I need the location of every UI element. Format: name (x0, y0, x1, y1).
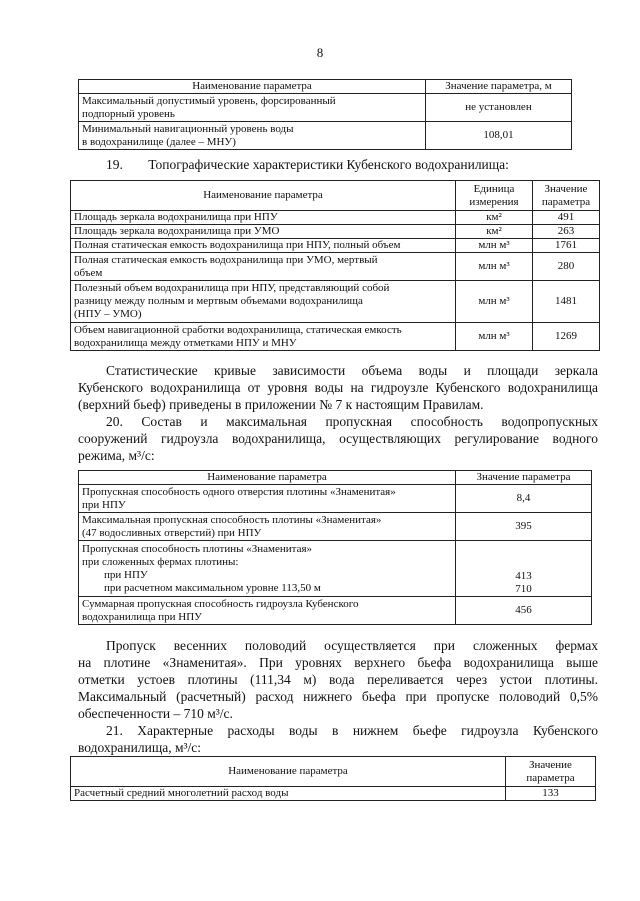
table-row (79, 485, 592, 513)
table-header-value: Значение параметра (506, 757, 596, 787)
table-row (79, 597, 592, 625)
table-row (79, 122, 572, 150)
param-unit: млн м³ (456, 281, 533, 323)
table-header-name: Наименование параметра (71, 757, 506, 787)
table-header-unit: Единица измерения (456, 181, 533, 211)
table-row (71, 211, 600, 225)
param-value: 263 (533, 225, 600, 239)
param-name: Максимальный допустимый уровень, форсированный подпорный уровень (79, 94, 426, 122)
param-value: 1481 (533, 281, 600, 323)
param-unit: км² (456, 211, 533, 225)
table-header-name: Наименование параметра (71, 181, 456, 211)
section-21-text: 21. Характерные расходы воды в нижнем бьефе гидроузла Кубенского водохранилища, м³/с: (78, 723, 598, 755)
param-value: не установлен (426, 94, 572, 122)
table-row (79, 541, 592, 597)
table-header-value: Значение параметра, м (426, 80, 572, 94)
param-value: 456 (456, 597, 592, 625)
param-unit: млн м³ (456, 323, 533, 351)
param-value: 280 (533, 253, 600, 281)
param-name: Суммарная пропускная способность гидроузла Кубенского водохранилища при НПУ (79, 597, 456, 625)
param-name: Объем навигационной сработки водохранилища, статическая емкость водохранилища между отметками НПУ и МНУ (71, 323, 456, 351)
param-unit: км² (456, 225, 533, 239)
table-header-name: Наименование параметра (79, 471, 456, 485)
param-name: Максимальная пропускная способность плотины «Знаменитая» (47 водосливных отверстий) при НПУ (79, 513, 456, 541)
table-header-value: Значение параметра (456, 471, 592, 485)
param-name: Полная статическая емкость водохранилища при НПУ, полный объем (71, 239, 456, 253)
table-levels (78, 79, 572, 150)
param-unit: млн м³ (456, 253, 533, 281)
param-value: 133 (506, 787, 596, 801)
table-capacity (78, 470, 592, 625)
page-number: 8 (316, 45, 324, 60)
table-header-name: Наименование параметра (79, 80, 426, 94)
table-row (79, 94, 572, 122)
section-20-text: 20. Состав и максимальная пропускная способность водопропускных сооружений гидроузла водохранилища, осуществляющих регулирование водного режима, м³/с: (78, 414, 598, 463)
param-name: Полезный объем водохранилища при НПУ, представляющий собой разницу между полным и мертвым объемами водохранилища (НПУ – УМО) (71, 281, 456, 323)
param-value: 1761 (533, 239, 600, 253)
table-header-value: Значение параметра (533, 181, 600, 211)
section-number: 19. (106, 157, 123, 172)
table-row (71, 787, 596, 801)
param-name: Расчетный средний многолетний расход воды (71, 787, 506, 801)
section-19-heading (106, 157, 509, 173)
section-text: Топографические характеристики Кубенского водохранилища: (148, 157, 509, 172)
param-value: 413 710 (456, 541, 592, 597)
paragraph-flood: Пропуск весенних половодий осуществляется при сложенных фермах на плотине «Знаменитая». При уровнях верхнего бьефа водохранилища выше отметки устоев плотины (111,34 м) вода переливается через устои плотины. Максимальный (расчетный) расход нижнего бьефа при пропуске половодий 0,5% обеспеченности – 710 м³/с. (78, 638, 598, 721)
param-value: 491 (533, 211, 600, 225)
param-name: Пропускная способность одного отверстия плотины «Знаменитая» при НПУ (79, 485, 456, 513)
table-row (71, 225, 600, 239)
param-name: Площадь зеркала водохранилища при НПУ (71, 211, 456, 225)
table-discharges (70, 756, 596, 801)
table-row (71, 253, 600, 281)
param-name: Площадь зеркала водохранилища при УМО (71, 225, 456, 239)
param-name: Пропускная способность плотины «Знаменитая» при сложенных фермах плотины: при НПУ при расчетном максимальном уровне 113,50 м (79, 541, 456, 597)
table-row (79, 513, 592, 541)
param-unit: млн м³ (456, 239, 533, 253)
param-name: Минимальный навигационный уровень воды в водохранилище (далее – МНУ) (79, 122, 426, 150)
table-row (71, 239, 600, 253)
param-value: 1269 (533, 323, 600, 351)
paragraph-curves: Статистические кривые зависимости объема воды и площади зеркала Кубенского водохранилища от уровня воды на гидроузле Кубенского водохранилища (верхний бьеф) приведены в приложении № 7 к настоящим Правилам. (78, 363, 598, 412)
param-name: Полная статическая емкость водохранилища при УМО, мертвый объем (71, 253, 456, 281)
table-row (71, 281, 600, 323)
param-value: 8,4 (456, 485, 592, 513)
table-topography (70, 180, 600, 351)
param-value: 395 (456, 513, 592, 541)
param-value: 108,01 (426, 122, 572, 150)
table-row (71, 323, 600, 351)
